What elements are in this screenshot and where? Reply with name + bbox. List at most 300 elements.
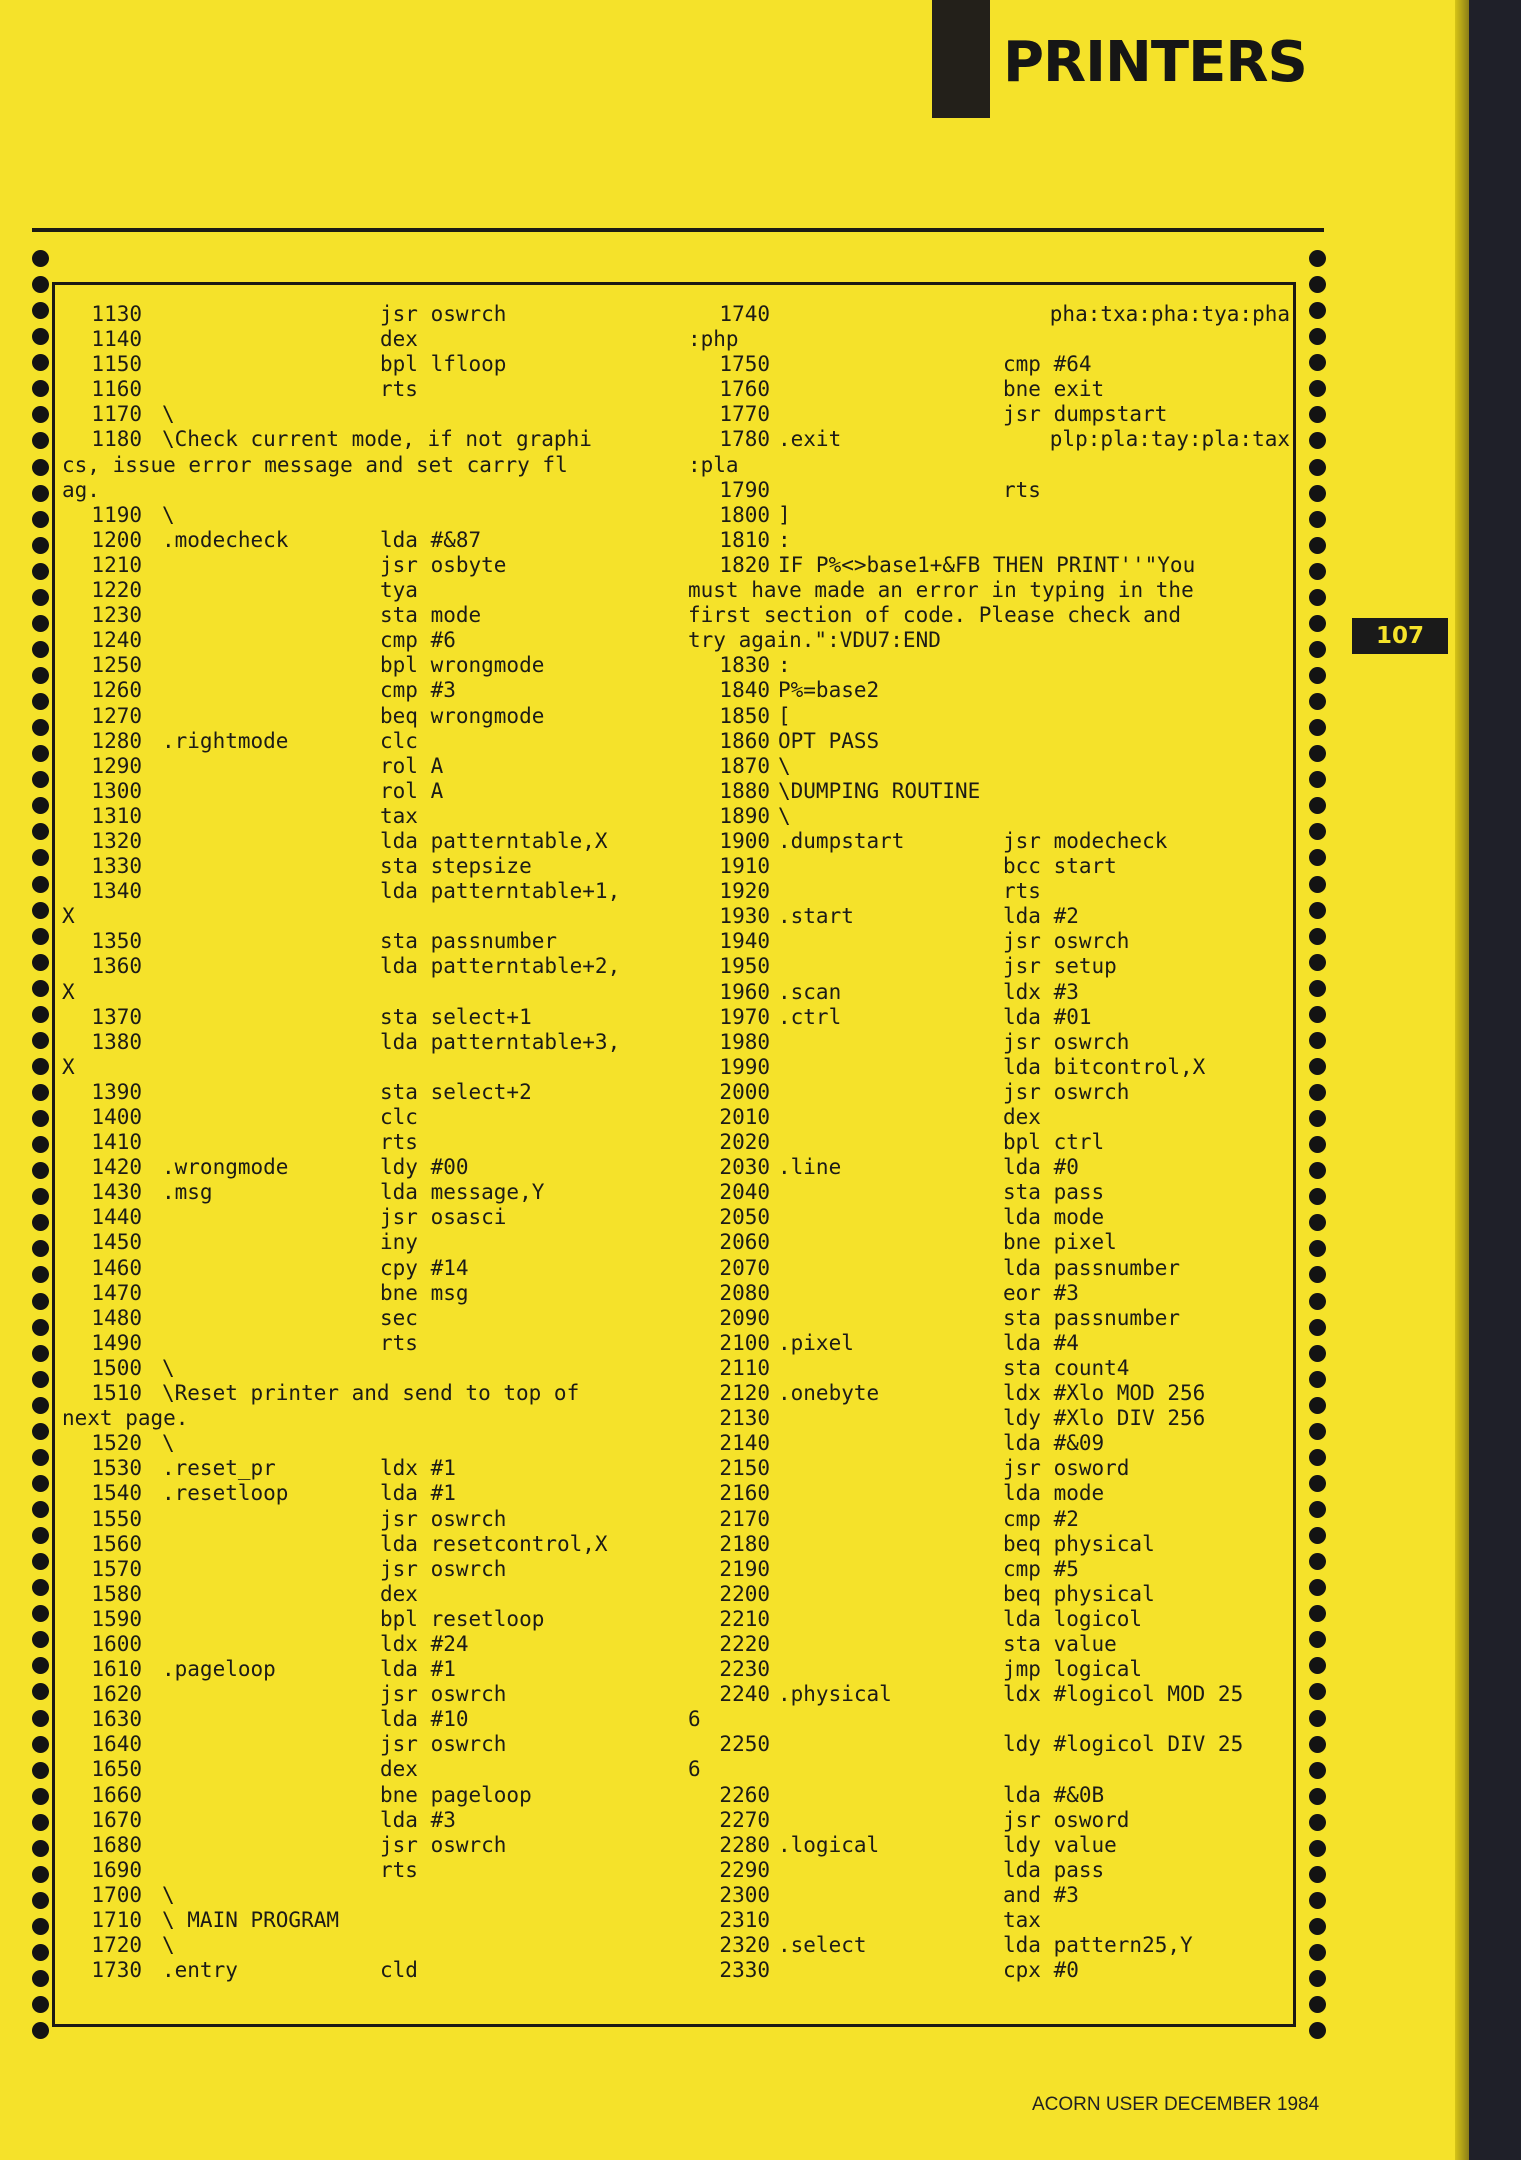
line-number: 1680: [91, 1832, 142, 1857]
line-number: 2300: [719, 1882, 770, 1907]
line-number: 2060: [719, 1230, 770, 1255]
line-number: 1900: [719, 828, 770, 853]
line-number: 2010: [719, 1105, 770, 1129]
sprocket-hole: [32, 432, 49, 449]
continuation-text: 6: [688, 1757, 701, 1782]
asm-instruction: jsr oswrch: [380, 1556, 507, 1581]
code-line: [62, 1105, 677, 1130]
code-line: [688, 1356, 1293, 1381]
header-rule: [32, 228, 1324, 232]
code-line: [62, 980, 677, 1005]
statement-text: [: [778, 703, 791, 728]
asm-instruction: rts: [380, 1330, 418, 1355]
line-number: 1220: [91, 578, 142, 603]
line-number: 1480: [91, 1305, 142, 1330]
line-number: 1960: [719, 979, 770, 1004]
code-line: [62, 1933, 677, 1958]
statement-text: \: [162, 1431, 175, 1456]
asm-instruction: lda pattern25,Y: [1003, 1933, 1193, 1958]
asm-instruction: lda #4: [1003, 1330, 1079, 1355]
sprocket-hole: [1309, 1527, 1326, 1544]
line-number: 1830: [719, 653, 770, 678]
line-number: 2320: [719, 1933, 770, 1958]
asm-instruction: ldx #3: [1003, 979, 1079, 1004]
asm-instruction: jsr oswrch: [1003, 1029, 1130, 1054]
code-line: [688, 1205, 1293, 1230]
sprocket-hole: [1309, 1032, 1326, 1049]
code-line: [688, 1507, 1293, 1532]
asm-instruction: ldy #logicol DIV 25: [1003, 1732, 1244, 1757]
sprocket-hole: [32, 1683, 49, 1700]
asm-instruction: ldy value: [1003, 1832, 1117, 1857]
code-line: [62, 929, 677, 954]
line-number: 1400: [91, 1105, 142, 1129]
line-number: 1640: [91, 1732, 142, 1757]
code-line: [62, 954, 677, 979]
line-number: 1820: [719, 552, 770, 577]
code-line: [688, 478, 1293, 503]
sprocket-hole: [32, 1032, 49, 1049]
code-line: [62, 829, 677, 854]
sprocket-hole: [32, 537, 49, 554]
sprocket-holes-left: [32, 250, 52, 2040]
asm-instruction: bne pageloop: [380, 1782, 532, 1807]
asm-instruction: sta passnumber: [380, 929, 558, 954]
code-line: [688, 1381, 1293, 1406]
statement-text: P%=base2: [778, 678, 880, 703]
asm-instruction: jsr osasci: [380, 1205, 507, 1230]
line-number: 1620: [91, 1682, 142, 1707]
line-number: 2040: [719, 1180, 770, 1205]
sprocket-hole: [1309, 537, 1326, 554]
sprocket-hole: [32, 1240, 49, 1257]
code-line: [62, 1908, 677, 1933]
code-line: [688, 352, 1293, 377]
sprocket-hole: [32, 250, 49, 267]
sprocket-hole: [32, 1188, 49, 1205]
asm-instruction: rts: [380, 1130, 418, 1155]
asm-instruction: jsr oswrch: [1003, 1079, 1130, 1104]
code-line: [688, 1155, 1293, 1180]
sprocket-hole: [1309, 902, 1326, 919]
scan-backdrop: [1469, 0, 1521, 2160]
sprocket-hole: [1309, 1710, 1326, 1727]
sprocket-hole: [1309, 1683, 1326, 1700]
code-line: [688, 503, 1293, 528]
sprocket-hole: [1309, 797, 1326, 814]
code-line: [62, 1281, 677, 1306]
line-number: 2170: [719, 1506, 770, 1531]
asm-instruction: clc: [380, 1105, 418, 1129]
line-number: 1250: [91, 653, 142, 678]
asm-instruction: jsr oswrch: [380, 1832, 507, 1857]
sprocket-hole: [32, 954, 49, 971]
code-line: [62, 854, 677, 879]
sprocket-hole: [32, 1970, 49, 1987]
line-number: 1210: [91, 552, 142, 577]
asm-label: .onebyte: [778, 1381, 880, 1406]
line-number: 1160: [91, 377, 142, 402]
line-number: 1300: [91, 778, 142, 803]
sprocket-hole: [1309, 1788, 1326, 1805]
line-number: 1710: [91, 1908, 142, 1932]
sprocket-hole: [32, 771, 49, 788]
line-number: 1690: [91, 1857, 142, 1882]
line-number: 2270: [719, 1807, 770, 1832]
statement-text: \ MAIN PROGRAM: [162, 1908, 340, 1932]
sprocket-hole: [1309, 406, 1326, 423]
sprocket-hole: [32, 928, 49, 945]
asm-instruction: lda mode: [1003, 1481, 1105, 1506]
asm-instruction: lda mode: [1003, 1205, 1105, 1230]
asm-instruction: cmp #3: [380, 678, 456, 703]
code-line: [688, 1682, 1293, 1707]
code-line: [62, 478, 677, 503]
code-line: [62, 1431, 677, 1456]
listing-column-right: [688, 302, 1293, 1983]
code-line: [688, 1431, 1293, 1456]
statement-text: OPT PASS: [778, 728, 880, 753]
code-line: [688, 1406, 1293, 1431]
code-line: [62, 1833, 677, 1858]
asm-instruction: jsr oswrch: [380, 302, 507, 326]
continuation-text: try again.":VDU7:END: [688, 628, 941, 653]
line-number: 1470: [91, 1280, 142, 1305]
page-number-tab: [1352, 618, 1448, 654]
sprocket-hole: [1309, 354, 1326, 371]
code-line: [688, 628, 1293, 653]
line-number: 2110: [719, 1355, 770, 1380]
code-line: [688, 1908, 1293, 1933]
statement-text: \: [778, 803, 791, 828]
code-line: [688, 804, 1293, 829]
line-number: 1630: [91, 1707, 142, 1732]
asm-instruction: lda #&0B: [1003, 1782, 1105, 1807]
asm-label: .pageloop: [162, 1657, 276, 1682]
sprocket-hole: [1309, 2022, 1326, 2039]
continuation-text: 6: [688, 1707, 701, 1732]
line-number: 2140: [719, 1431, 770, 1456]
sprocket-hole: [32, 276, 49, 293]
line-number: 1150: [91, 352, 142, 377]
code-line: [688, 1858, 1293, 1883]
line-number: 1590: [91, 1606, 142, 1631]
code-line: [688, 829, 1293, 854]
line-number: 1530: [91, 1456, 142, 1481]
line-number: 1140: [91, 327, 142, 352]
code-line: [688, 1808, 1293, 1833]
code-line: [62, 1331, 677, 1356]
asm-instruction: jmp logical: [1003, 1657, 1143, 1682]
code-line: [688, 1958, 1293, 1983]
sprocket-hole: [1309, 1553, 1326, 1570]
code-line: [62, 1055, 677, 1080]
line-number: 2120: [719, 1381, 770, 1406]
continuation-text: next page.: [62, 1406, 189, 1431]
code-line: [688, 1707, 1293, 1732]
sprocket-hole: [32, 354, 49, 371]
code-line: [688, 553, 1293, 578]
code-line: [688, 1331, 1293, 1356]
sprocket-hole: [32, 1058, 49, 1075]
code-line: [688, 1456, 1293, 1481]
sprocket-hole: [32, 693, 49, 710]
sprocket-hole: [32, 1136, 49, 1153]
asm-instruction: bpl lfloop: [380, 352, 507, 377]
line-number: 2030: [719, 1155, 770, 1180]
asm-instruction: pha:txa:pha:tya:pha: [1049, 302, 1290, 326]
asm-instruction: ldy #00: [380, 1155, 469, 1180]
code-line: [688, 1933, 1293, 1958]
line-number: 1570: [91, 1556, 142, 1581]
line-number: 1890: [719, 803, 770, 828]
code-line: [688, 1481, 1293, 1506]
sprocket-hole: [32, 1423, 49, 1440]
sprocket-hole: [32, 1736, 49, 1753]
line-number: 2020: [719, 1130, 770, 1155]
sprocket-hole: [32, 380, 49, 397]
continuation-text: X: [62, 904, 75, 929]
sprocket-hole: [1309, 1397, 1326, 1414]
line-number: 2280: [719, 1832, 770, 1857]
line-number: 2180: [719, 1531, 770, 1556]
code-line: [688, 754, 1293, 779]
code-line: [688, 653, 1293, 678]
asm-instruction: ldx #Xlo MOD 256: [1003, 1381, 1206, 1406]
code-line: [688, 1030, 1293, 1055]
code-line: [62, 553, 677, 578]
asm-instruction: lda #0: [1003, 1155, 1079, 1180]
asm-instruction: sta passnumber: [1003, 1305, 1181, 1330]
sprocket-hole: [1309, 250, 1326, 267]
sprocket-hole: [1309, 1944, 1326, 1961]
asm-instruction: sta pass: [1003, 1180, 1105, 1205]
code-line: [62, 1808, 677, 1833]
sprocket-hole: [32, 1553, 49, 1570]
statement-text: \Reset printer and send to top of: [162, 1381, 580, 1406]
code-line: [688, 1833, 1293, 1858]
code-line: [62, 427, 677, 452]
line-number: 1770: [719, 402, 770, 427]
sprocket-hole: [32, 1605, 49, 1622]
line-number: 1970: [719, 1004, 770, 1029]
statement-text: :: [778, 527, 791, 552]
statement-text: ]: [778, 502, 791, 527]
code-line: [688, 1180, 1293, 1205]
asm-instruction: cpx #0: [1003, 1958, 1079, 1983]
sprocket-hole: [1309, 928, 1326, 945]
sprocket-hole: [1309, 1084, 1326, 1101]
line-number: 2220: [719, 1631, 770, 1656]
code-line: [62, 1155, 677, 1180]
sprocket-hole: [32, 1345, 49, 1362]
asm-instruction: sta value: [1003, 1631, 1117, 1656]
sprocket-hole: [32, 406, 49, 423]
line-number: 2240: [719, 1682, 770, 1707]
code-line: [62, 1757, 677, 1782]
asm-instruction: jsr osword: [1003, 1456, 1130, 1481]
code-line: [62, 1205, 677, 1230]
code-line: [62, 1883, 677, 1908]
code-line: [62, 1783, 677, 1808]
asm-instruction: eor #3: [1003, 1280, 1079, 1305]
line-number: 1790: [719, 477, 770, 502]
sprocket-hole: [32, 667, 49, 684]
sprocket-hole: [32, 563, 49, 580]
line-number: 1580: [91, 1581, 142, 1606]
line-number: 1760: [719, 377, 770, 402]
asm-instruction: cpy #14: [380, 1255, 469, 1280]
line-number: 2310: [719, 1908, 770, 1932]
sprocket-hole: [1309, 563, 1326, 580]
code-line: [688, 954, 1293, 979]
sprocket-hole: [32, 1449, 49, 1466]
line-number: 2090: [719, 1305, 770, 1330]
sprocket-hole: [32, 745, 49, 762]
asm-instruction: jsr oswrch: [1003, 929, 1130, 954]
asm-instruction: dex: [380, 1581, 418, 1606]
line-number: 1540: [91, 1481, 142, 1506]
code-line: [688, 1080, 1293, 1105]
line-number: 2100: [719, 1330, 770, 1355]
code-line: [62, 302, 677, 327]
code-line: [62, 377, 677, 402]
code-line: [62, 678, 677, 703]
sprocket-hole: [1309, 1970, 1326, 1987]
sprocket-hole: [1309, 1188, 1326, 1205]
line-number: 1930: [719, 904, 770, 929]
asm-instruction: ldx #1: [380, 1456, 456, 1481]
sprocket-hole: [32, 302, 49, 319]
line-number: 1310: [91, 803, 142, 828]
sprocket-hole: [1309, 693, 1326, 710]
code-line: [688, 1256, 1293, 1281]
code-line: [62, 879, 677, 904]
line-number: 1870: [719, 753, 770, 778]
code-line: [62, 503, 677, 528]
code-line: [62, 1682, 677, 1707]
statement-text: \DUMPING ROUTINE: [778, 778, 981, 803]
code-line: [62, 1607, 677, 1632]
code-line: [62, 1306, 677, 1331]
section-title: PRINTERS: [1003, 30, 1307, 95]
code-line: [62, 904, 677, 929]
line-number: 1410: [91, 1130, 142, 1155]
sprocket-hole: [1309, 745, 1326, 762]
asm-instruction: cmp #5: [1003, 1556, 1079, 1581]
code-line: [688, 453, 1293, 478]
asm-label: .select: [778, 1933, 867, 1958]
asm-instruction: rts: [380, 1857, 418, 1882]
asm-instruction: rts: [1003, 477, 1041, 502]
code-line: [62, 804, 677, 829]
sprocket-hole: [1309, 1736, 1326, 1753]
asm-instruction: clc: [380, 728, 418, 753]
line-number: 1750: [719, 352, 770, 377]
code-line: [688, 704, 1293, 729]
code-line: [62, 628, 677, 653]
sprocket-hole: [32, 1266, 49, 1283]
asm-instruction: lda #01: [1003, 1004, 1092, 1029]
code-line: [688, 854, 1293, 879]
sprocket-hole: [32, 797, 49, 814]
code-line: [688, 327, 1293, 352]
line-number: 1880: [719, 778, 770, 803]
sprocket-hole: [1309, 1866, 1326, 1883]
sprocket-hole: [1309, 1240, 1326, 1257]
sprocket-hole: [32, 823, 49, 840]
code-line: [688, 1632, 1293, 1657]
code-line: [688, 528, 1293, 553]
continuation-text: X: [62, 1054, 75, 1079]
sprocket-hole: [32, 1710, 49, 1727]
asm-instruction: bpl wrongmode: [380, 653, 545, 678]
asm-instruction: jsr osword: [1003, 1807, 1130, 1832]
line-number: 1200: [91, 527, 142, 552]
asm-label: .physical: [778, 1682, 892, 1707]
asm-instruction: bne pixel: [1003, 1230, 1117, 1255]
sprocket-hole: [1309, 1579, 1326, 1596]
asm-instruction: ldx #24: [380, 1631, 469, 1656]
asm-instruction: ldy #Xlo DIV 256: [1003, 1406, 1206, 1431]
line-number: 1290: [91, 753, 142, 778]
asm-instruction: jsr oswrch: [380, 1506, 507, 1531]
code-line: [62, 1958, 677, 1983]
sprocket-hole: [1309, 667, 1326, 684]
asm-label: .exit: [778, 427, 842, 452]
line-number: 1940: [719, 929, 770, 954]
sprocket-hole: [1309, 380, 1326, 397]
continuation-text: :php: [688, 327, 739, 352]
asm-instruction: jsr setup: [1003, 954, 1117, 979]
sprocket-hole: [1309, 1918, 1326, 1935]
line-number: 1700: [91, 1882, 142, 1907]
asm-instruction: cld: [380, 1958, 418, 1983]
code-line: [62, 1030, 677, 1055]
asm-instruction: lda #3: [380, 1807, 456, 1832]
asm-instruction: bpl ctrl: [1003, 1130, 1105, 1155]
sprocket-hole: [1309, 1214, 1326, 1231]
code-line: [62, 1532, 677, 1557]
code-line: [62, 1456, 677, 1481]
line-number: 1800: [719, 502, 770, 527]
statement-text: \: [162, 1882, 175, 1907]
statement-text: \: [162, 402, 175, 427]
code-line: [62, 578, 677, 603]
code-line: [62, 1356, 677, 1381]
line-number: 1190: [91, 502, 142, 527]
statement-text: \: [778, 753, 791, 778]
asm-label: .msg: [162, 1180, 213, 1205]
line-number: 2150: [719, 1456, 770, 1481]
line-number: 1740: [719, 302, 770, 326]
code-line: [62, 603, 677, 628]
line-number: 2260: [719, 1782, 770, 1807]
sprocket-hole: [1309, 302, 1326, 319]
sprocket-hole: [1309, 980, 1326, 997]
code-line: [62, 1707, 677, 1732]
sprocket-hole: [1309, 1605, 1326, 1622]
code-line: [688, 1657, 1293, 1682]
code-line: [688, 779, 1293, 804]
line-number: 1920: [719, 879, 770, 904]
code-line: [62, 729, 677, 754]
sprocket-hole: [32, 1918, 49, 1935]
sprocket-hole: [32, 1762, 49, 1779]
asm-label: .line: [778, 1155, 842, 1180]
sprocket-hole: [32, 902, 49, 919]
asm-instruction: beq wrongmode: [380, 703, 545, 728]
